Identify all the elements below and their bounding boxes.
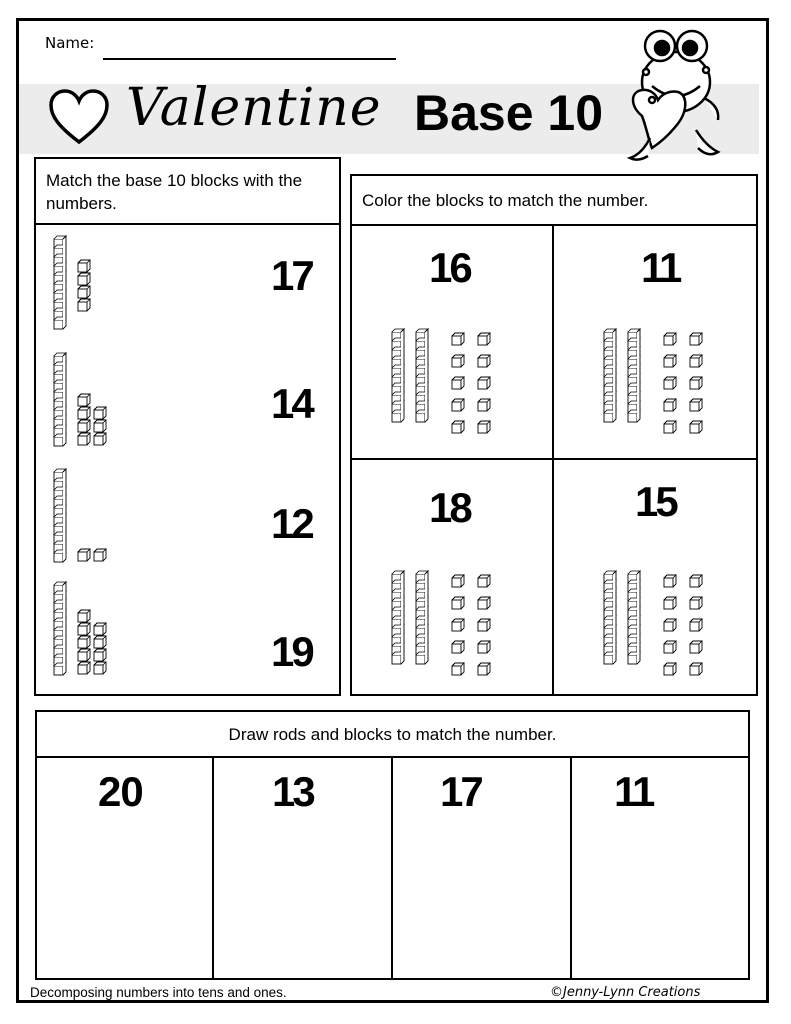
match-group-1-unit[interactable] — [78, 299, 90, 311]
color-cell-3-unit[interactable] — [478, 641, 490, 653]
color-cell-1-unit[interactable] — [452, 377, 464, 389]
match-group-4-unit[interactable] — [94, 662, 106, 674]
match-group-4-unit[interactable] — [94, 623, 106, 635]
match-group-4-rod[interactable] — [54, 582, 66, 675]
color-number-3: 18 — [429, 484, 470, 531]
color-instruction-box — [350, 174, 758, 226]
match-group-2-unit[interactable] — [94, 433, 106, 445]
color-cell-2-unit[interactable] — [664, 377, 676, 389]
footer-copyright: ©Jenny-Lynn Creations — [550, 985, 701, 1000]
color-cell-2-unit[interactable] — [690, 421, 702, 433]
color-cell-1-unit[interactable] — [452, 333, 464, 345]
match-group-2-rod[interactable] — [54, 353, 66, 446]
match-group-2-unit[interactable] — [94, 407, 106, 419]
name-line[interactable] — [103, 58, 396, 60]
color-cell-3-unit[interactable] — [452, 619, 464, 631]
color-cell-2-unit[interactable] — [664, 333, 676, 345]
draw-number-3: 17 — [440, 768, 481, 815]
match-group-3-unit[interactable] — [78, 549, 90, 561]
draw-divider-3 — [570, 756, 572, 980]
color-cell-3-unit[interactable] — [478, 663, 490, 675]
color-cell-3-unit[interactable] — [478, 597, 490, 609]
draw-area-2[interactable] — [222, 830, 382, 970]
match-group-4-unit[interactable] — [78, 610, 90, 622]
color-cell-4-unit[interactable] — [664, 641, 676, 653]
color-instruction: Color the blocks to match the number. — [362, 191, 649, 210]
color-cell-4-unit[interactable] — [690, 641, 702, 653]
color-cell-2-rod[interactable] — [604, 329, 616, 422]
frog-illustration — [622, 20, 730, 168]
color-cell-2-unit[interactable] — [664, 399, 676, 411]
match-group-2-unit[interactable] — [94, 420, 106, 432]
color-cell-4-unit[interactable] — [690, 575, 702, 587]
color-cell-3-unit[interactable] — [452, 575, 464, 587]
color-cell-2-rod[interactable] — [628, 329, 640, 422]
color-cell-4-unit[interactable] — [690, 663, 702, 675]
match-group-2-unit[interactable] — [78, 394, 90, 406]
draw-divider-1 — [212, 756, 214, 980]
color-cell-2-unit[interactable] — [690, 399, 702, 411]
title-bold: Base 10 — [414, 85, 604, 141]
match-group-2-unit[interactable] — [78, 420, 90, 432]
match-group-2-unit[interactable] — [78, 407, 90, 419]
match-group-1-unit[interactable] — [78, 273, 90, 285]
color-number-1: 16 — [429, 244, 470, 291]
color-cell-4-unit[interactable] — [690, 597, 702, 609]
draw-area-3[interactable] — [401, 830, 561, 970]
color-cell-4-unit[interactable] — [664, 575, 676, 587]
color-blocks-cell-4[interactable] — [600, 564, 710, 684]
draw-number-1: 20 — [98, 768, 143, 815]
color-number-2: 11 — [641, 244, 680, 291]
match-number-3[interactable]: 12 — [271, 500, 312, 547]
match-group-4-unit[interactable] — [78, 623, 90, 635]
name-label: Name: — [45, 34, 95, 52]
match-group-4-unit[interactable] — [78, 649, 90, 661]
color-cell-1-rod[interactable] — [416, 329, 428, 422]
draw-divider-2 — [391, 756, 393, 980]
draw-instruction-box — [35, 710, 750, 758]
color-cell-3-unit[interactable] — [452, 641, 464, 653]
color-cell-4-unit[interactable] — [664, 663, 676, 675]
color-cell-1-unit[interactable] — [478, 333, 490, 345]
color-cell-1-unit[interactable] — [452, 355, 464, 367]
heart-outline-icon — [48, 88, 110, 146]
draw-number-4: 11 — [614, 768, 653, 815]
color-cell-2-unit[interactable] — [664, 421, 676, 433]
color-cell-3-unit[interactable] — [478, 619, 490, 631]
color-blocks-cell-3[interactable] — [388, 564, 498, 684]
color-cell-2-unit[interactable] — [690, 377, 702, 389]
draw-number-2: 13 — [272, 768, 313, 815]
match-group-4-unit[interactable] — [94, 649, 106, 661]
match-group-3-unit[interactable] — [94, 549, 106, 561]
match-group-3-rod[interactable] — [54, 469, 66, 562]
match-number-1[interactable]: 17 — [271, 252, 312, 299]
color-cell-3-unit[interactable] — [478, 575, 490, 587]
color-cell-3-rod[interactable] — [392, 571, 404, 664]
match-group-1-unit[interactable] — [78, 260, 90, 272]
draw-area-4[interactable] — [580, 830, 740, 970]
color-grid-horizontal — [350, 458, 758, 460]
match-group-1-unit[interactable] — [78, 286, 90, 298]
color-cell-1-unit[interactable] — [452, 421, 464, 433]
color-cell-3-unit[interactable] — [452, 663, 464, 675]
draw-instruction: Draw rods and blocks to match the number. — [228, 725, 557, 744]
color-cell-1-unit[interactable] — [452, 399, 464, 411]
match-number-4[interactable]: 19 — [271, 628, 312, 675]
color-cell-4-unit[interactable] — [664, 619, 676, 631]
match-instruction: Match the base 10 blocks with the numbers. — [46, 171, 303, 213]
title-script: Valentine — [126, 78, 382, 138]
color-cell-1-unit[interactable] — [478, 421, 490, 433]
color-grid-vertical — [552, 224, 554, 696]
match-group-4-unit[interactable] — [94, 636, 106, 648]
match-group-4-unit[interactable] — [78, 662, 90, 674]
color-cell-1-unit[interactable] — [478, 399, 490, 411]
color-cell-2-unit[interactable] — [690, 333, 702, 345]
color-cell-2-unit[interactable] — [664, 355, 676, 367]
color-number-4: 15 — [635, 478, 676, 525]
color-blocks-cell-2[interactable] — [600, 322, 710, 442]
color-cell-1-unit[interactable] — [478, 355, 490, 367]
color-cell-2-unit[interactable] — [690, 355, 702, 367]
color-cell-3-unit[interactable] — [452, 597, 464, 609]
match-group-2-unit[interactable] — [78, 433, 90, 445]
color-cell-1-unit[interactable] — [478, 377, 490, 389]
draw-area-1[interactable] — [44, 830, 204, 970]
color-blocks-cell-1[interactable] — [388, 322, 498, 442]
color-cell-1-rod[interactable] — [392, 329, 404, 422]
color-cell-4-unit[interactable] — [690, 619, 702, 631]
color-cell-4-rod[interactable] — [628, 571, 640, 664]
match-number-2[interactable]: 14 — [271, 380, 312, 427]
match-instruction-box — [34, 157, 341, 225]
match-group-1-rod[interactable] — [54, 236, 66, 329]
color-cell-4-unit[interactable] — [664, 597, 676, 609]
color-cell-3-rod[interactable] — [416, 571, 428, 664]
match-group-4-unit[interactable] — [78, 636, 90, 648]
footer-description: Decomposing numbers into tens and ones. — [30, 985, 287, 1000]
color-cell-4-rod[interactable] — [604, 571, 616, 664]
